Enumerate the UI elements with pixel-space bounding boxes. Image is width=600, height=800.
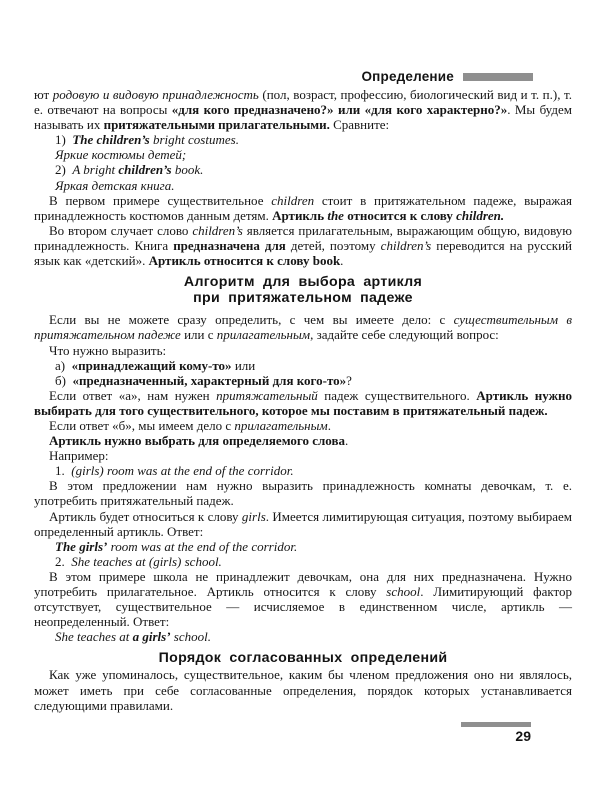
example-line: Яркая детская книга. <box>55 177 175 193</box>
paragraph: Во втором случает слово children’s является прилагательным, выражающим общую, видовую принадлежность. Книга предназначена для детей, поэтому children’s переводится на русский язык как «детский». Артикль относится к слову book. <box>34 222 573 269</box>
section-heading: при притяжательном падеже <box>193 290 413 307</box>
page-body <box>34 87 572 713</box>
paragraph: Если ответ «а», нам нужен притяжательный падеж существительного. Артикль нужно выбирать для того существительного, которое мы поставим в притяжательный падеж. <box>34 387 572 418</box>
paragraph: В первом примере существительное children стоит в притяжательном падеже, выражая принадлежность костюмов данным детям. Артикль the относится к слову children. <box>34 192 573 223</box>
section-heading: Порядок согласованных определений <box>158 650 448 667</box>
page-header <box>361 69 533 84</box>
paragraph: Артикль нужно выбрать для определяемого слова. <box>49 433 349 449</box>
section-heading: Алгоритм для выбора артикля <box>183 274 423 291</box>
list-item: б) «предназначенный, характерный для кого-то»? <box>55 372 352 388</box>
paragraph: ют родовую и видовую принадлежность (пол, возраст, профессию, биологический вид и т. п.), т. е. отвечают на вопросы «для кого предназначено?» или «для кого характерно?». Мы будем называть их притяжательными прилагательными. Сравните: <box>34 87 572 133</box>
header-bar <box>463 73 533 81</box>
paragraph: Например: <box>49 448 109 464</box>
page-number: 29 <box>515 728 531 744</box>
section-header-label: Определение <box>361 69 454 84</box>
list-item: а) «принадлежащий кому-то» или <box>55 357 256 373</box>
example-line: 1) The children’s bright costumes. <box>55 132 239 148</box>
example-line: 2) A bright children’s book. <box>55 162 204 178</box>
paragraph: Если вы не можете сразу определить, с чем вы имеете дело: с существительным в притяжательном падеже или с прилагательным, задайте себе следующий вопрос: <box>34 312 572 343</box>
footer-bar <box>461 722 531 727</box>
paragraph: Как уже упоминалось, существительное, каким бы членом предложения оно ни являлось, может иметь при себе согласованные определения, порядок которых устанавливается следующими правилами. <box>34 667 572 713</box>
paragraph: В этом примере школа не принадлежит девочкам, она для них предназначена. Нужно употребить прилагательное. Артикль относится к слову school. Лимитирующий фактор отсутствует, существительное — исчисляемое в единственном числе, артикль — неопределенный. Ответ: <box>34 568 572 630</box>
paragraph: Что нужно выразить: <box>49 342 167 358</box>
example-line: 1. (girls) room was at the end of the corridor. <box>55 463 294 479</box>
example-line: The girls’ room was at the end of the corridor. <box>55 538 298 554</box>
example-line: She teaches at a girls’ school. <box>55 629 211 645</box>
paragraph: Если ответ «б», мы имеем дело с прилагательным. <box>49 417 331 433</box>
paragraph: Артикль будет относиться к слову girls. Имеется лимитирующая ситуация, поэтому выбираем определенный артикль. Ответ: <box>34 508 572 539</box>
example-line: 2. She teaches at (girls) school. <box>55 553 222 569</box>
paragraph: В этом предложении нам нужно выразить принадлежность комнаты девочкам, т. е. употребить притяжательный падеж. <box>34 478 572 509</box>
example-line: Яркие костюмы детей; <box>55 147 187 163</box>
